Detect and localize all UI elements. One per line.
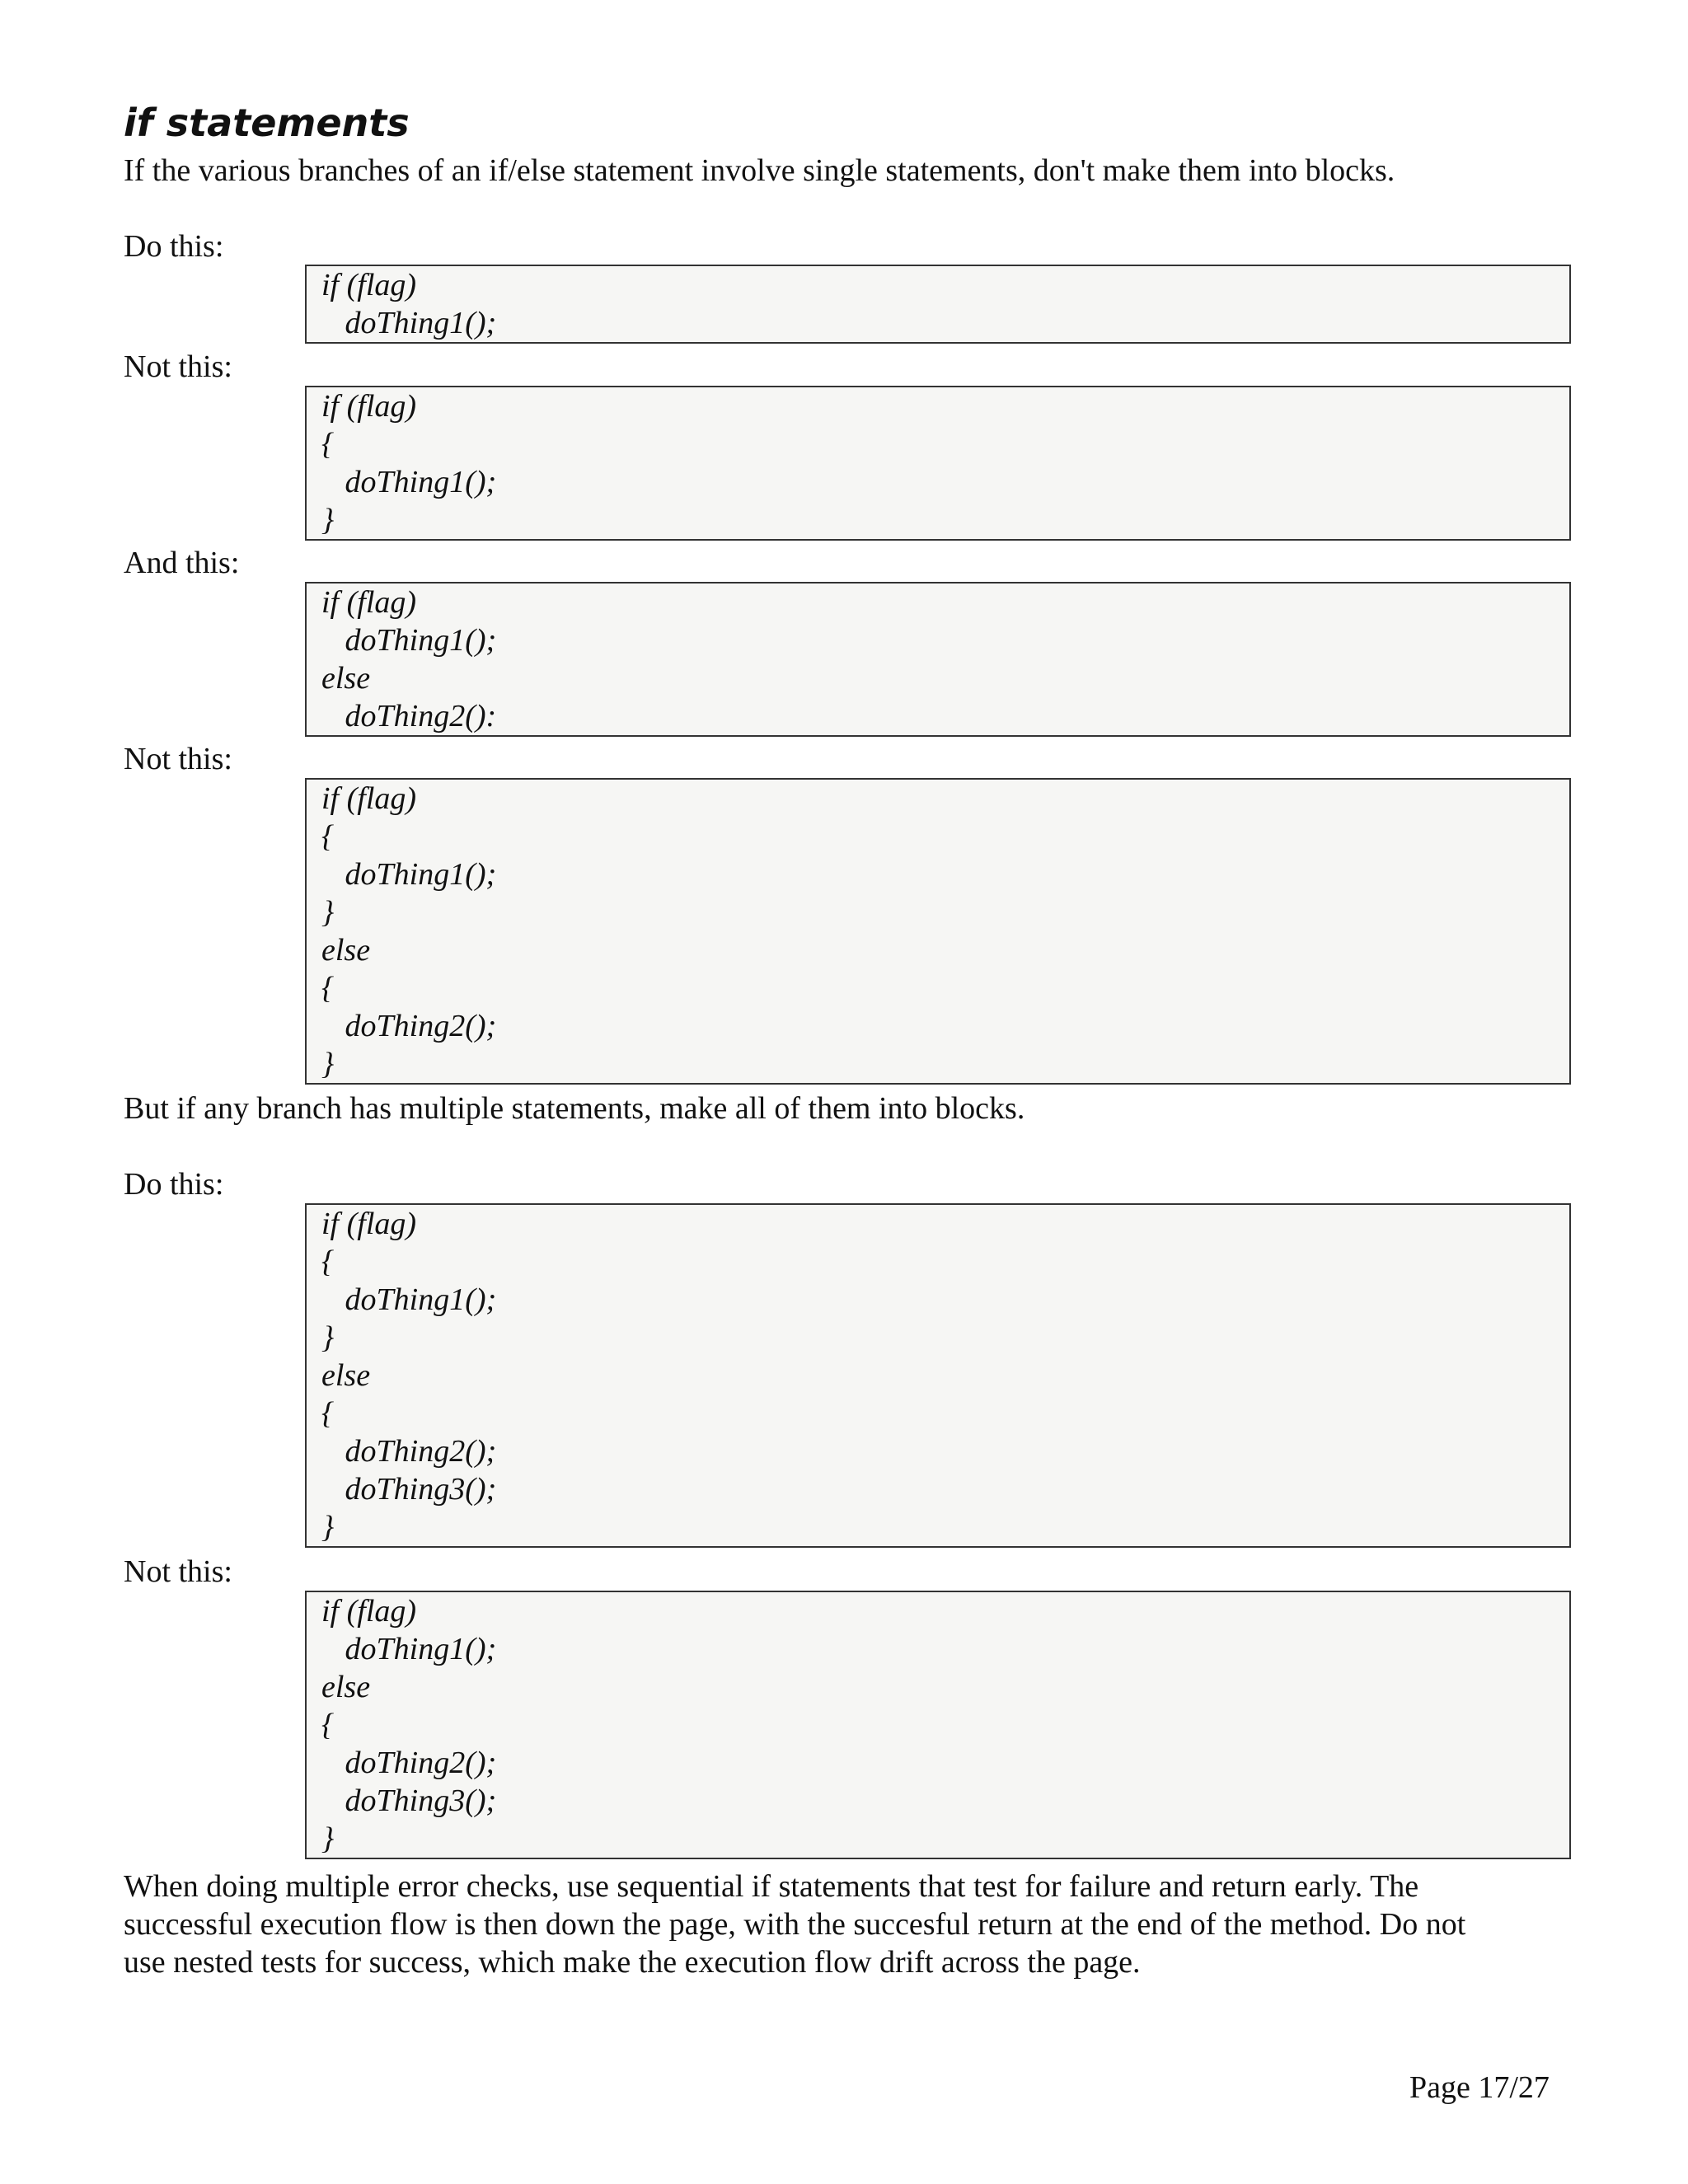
code-line: doThing1(); [321,1282,497,1317]
code-block-4 [305,778,1571,1085]
code-line: doThing3(); [321,1783,497,1818]
closing-paragraph-line-3: use nested tests for success, which make the execution flow drift across the page. [124,1945,1141,1980]
label-do-this-1: Do this: [124,229,224,264]
code-line: if (flag) [321,268,417,302]
code-line: { [321,1396,335,1431]
code-line: { [321,971,335,1005]
code-line: } [321,503,335,537]
page-number: Page 17/27 [1409,2070,1550,2105]
section-heading: if statements [124,101,410,145]
code-line: { [321,1244,335,1279]
code-line: doThing2(); [321,1746,497,1780]
closing-paragraph-line-1: When doing multiple error checks, use sequential if statements that test for failure and return early. The [124,1869,1419,1904]
label-not-this-3: Not this: [124,1554,232,1589]
code-line: doThing1(); [321,623,497,658]
code-line: doThing2(); [321,1009,497,1043]
code-block-6 [305,1591,1571,1859]
code-line: doThing1(); [321,1632,497,1666]
code-line: doThing1(); [321,306,497,340]
closing-paragraph-line-2: successful execution flow is then down the page, with the succesful return at the end of the method. Do not [124,1907,1466,1942]
code-line: } [321,1510,335,1544]
label-and-this: And this: [124,546,240,580]
code-line: } [321,895,335,930]
code-line: { [321,819,335,854]
code-line: doThing1(); [321,465,497,499]
code-line: } [321,1047,335,1081]
code-line: doThing2(); [321,1434,497,1469]
label-not-this-2: Not this: [124,742,232,776]
code-block-5 [305,1203,1571,1548]
code-block-3 [305,582,1571,737]
code-line: if (flag) [321,389,417,424]
label-do-this-2: Do this: [124,1167,224,1202]
code-line: { [321,1708,335,1742]
code-line: if (flag) [321,585,417,620]
code-line: else [321,1670,371,1704]
code-line: } [321,1320,335,1355]
code-line: doThing2(): [321,699,497,733]
intro-paragraph: If the various branches of an if/else statement involve single statements, don't make them into blocks. [124,153,1395,188]
code-line: else [321,933,371,968]
code-block-2 [305,386,1571,541]
code-line: doThing3(); [321,1472,497,1507]
code-line: else [321,661,371,696]
multi-statement-paragraph: But if any branch has multiple statements, make all of them into blocks. [124,1091,1025,1126]
code-line: } [321,1821,335,1856]
code-block-1 [305,265,1571,344]
code-line: { [321,427,335,462]
label-not-this-1: Not this: [124,349,232,384]
code-line: if (flag) [321,1207,417,1241]
code-line: else [321,1358,371,1393]
code-line: doThing1(); [321,857,497,892]
code-line: if (flag) [321,781,417,816]
code-line: if (flag) [321,1594,417,1629]
